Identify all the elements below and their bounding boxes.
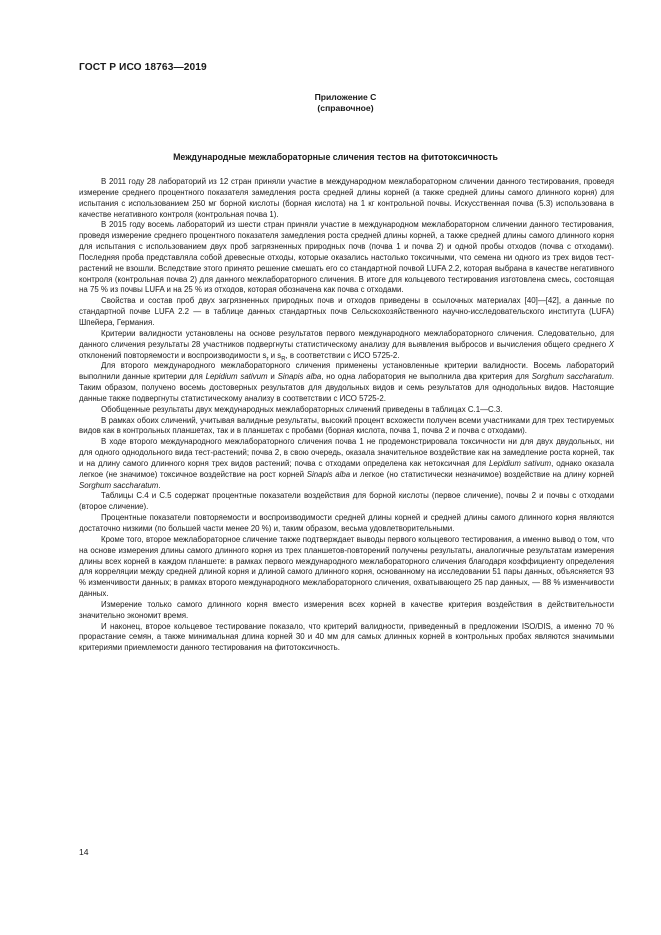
- text-segment: Измерение только самого длинного корня вместо измерения всех корней в качестве критерия воздействия в действительности значительно экономит время.: [79, 599, 614, 620]
- text-segment: И наконец, второе кольцевое тестирование показало, что критерий валидности, приведенный в предложении ISO/DIS, а именно 70 % прорастание семян, а также минимальная длина корней 30 и 40 мм для самых длинных корней в контрольных пробах являются значимыми критериями приемлемости данного тестирования на фитотоксичность.: [79, 621, 614, 653]
- italic-term: Lepidium sativum: [488, 458, 552, 468]
- paragraph: [79, 535, 614, 600]
- text-segment: В рамках обоих сличений, учитывая валидные результаты, высокий процент всхожести получен всеми участниками для трех тестируемых видов как в контрольных планшетах, так и в планшетах с пробами (борная кислота, почва 1, почва 2 и почва с отходами).: [79, 415, 614, 436]
- italic-term: Sorghum saccharatum: [79, 480, 159, 490]
- annex-label-block: [0, 92, 661, 114]
- italic-term: Sinapis alba: [306, 469, 351, 479]
- annex-subtitle: (справочное): [317, 103, 374, 113]
- text-segment: и s: [268, 350, 282, 360]
- text-segment: В 2015 году восемь лабораторий из шести стран приняли участие в международном межлабораторном сличении данного тестирования, проведя измерение среднего процентного показателя замедления роста средней длины корней, а также средней длины самого длинного корня для испытания с использованием двух проб загрязненных природных почв (почва 1 и почва 2) и одной пробы отходов (почва с отходами). Последняя проба представляла собой древесные отходы, которые оказались настолько токсичными, что семена ни одного из трех видов тест-растений не взошли. Вследствие этого принято решение смешать его со стандартной почвой LUFA 2.2, которая выбрана в качестве негативного контроля (контрольная почва 2) для данного межлабораторного сличения. В итоге для кольцевого тестирования изготовлена смесь, состоящая на 75 % из почвы LUFA и на 25 % из отходов, которая обозначена как почва с отходами.: [79, 220, 614, 295]
- text-segment: отклонений повторяемости и воспроизводимости s: [79, 350, 267, 360]
- italic-term: Sorghum saccharatum: [531, 372, 612, 382]
- text-segment: , но одна лаборатория не выполнила два критерия для: [321, 372, 532, 382]
- text-segment: В ходе второго международного межлабораторного сличения почва 1 не продемонстрировала токсичности ни для двух двудольных, ни для одного однодольного вида тест-растений; почва 2, в свою очередь, оказала значительное воздействие как на замедление роста корней, так и на длину самого длинного корня трех видов растений; почва с отходами определена как нетоксичная для: [79, 437, 614, 468]
- paragraph: [79, 600, 614, 622]
- text-segment: .: [158, 480, 161, 490]
- text-segment: , однако оказала легкое (не значимое) токсичное воздействие на рост корней: [79, 458, 614, 479]
- text-segment: и легкое (но статистически незначимое) воздействие на длину корней: [350, 469, 614, 479]
- text-segment: и: [267, 372, 278, 382]
- text-segment: Свойства и состав проб двух загрязненных природных почв и отходов приведены в ссылочных материалах [40]—[42], а данные по стандартной почве LUFA 2.2 — в таблице данных стандартных почв Сельскохозяйственного научно-исследовательского института (LUFA) Шпейера, Германия.: [79, 296, 614, 327]
- italic-term: Lepidium sativum: [205, 372, 268, 382]
- text-segment: Таблицы С.4 и С.5 содержат процентные показатели воздействия для борной кислоты (первое сличение), почвы 2 и почвы с отходами (второе сличение).: [79, 491, 614, 512]
- annex-heading: Международные межлабораторные сличения тестов на фитотоксичность: [173, 152, 498, 162]
- text-segment: Для второго международного межлабораторного сличения применены установленные критерии валидности. Восемь лабораторий выполнили данные критерии для: [79, 361, 614, 382]
- paragraph: [79, 361, 614, 404]
- paragraph: [79, 622, 614, 655]
- paragraph: [79, 405, 614, 416]
- subscript: r: [266, 356, 269, 363]
- paragraph: [79, 329, 614, 362]
- paragraph: [79, 220, 614, 296]
- annex-title: Приложение С: [314, 92, 377, 102]
- text-segment: Процентные показатели повторяемости и воспроизводимости средней длины корней и средней длины самого длинного корня являются достаточно низкими (по большей части менее 20 %) и, таким образом, весьма удовлетворительными.: [79, 513, 614, 533]
- italic-term: X: [608, 339, 614, 349]
- text-segment: Кроме того, второе межлабораторное сличение также подтверждает выводы первого кольцевого тестирования, а именно вывод о том, что на основе измерения длины самого длинного корня из трех планшетов-повторений получены результаты, аналогичные результатам измерения длины всех корней в каждом планшете: в рамках первого международного межлабораторного сличения благодаря коэффициенту определения для корреляции между средней длиной корня и длиной самого длинного корня, основанному на исследовании 51 пары данных, объясняется 93 % изменчивости данных; в рамках второго международного межлабораторного сличения, охватывающего 25 пар данных, — 88 % изменчивости данных.: [79, 534, 614, 599]
- paragraph: [79, 491, 614, 513]
- subscript: R: [281, 356, 286, 363]
- paragraph: [79, 513, 614, 535]
- text-segment: , в соответствии с ИСО 5725-2.: [285, 350, 400, 360]
- text-segment: В 2011 году 28 лабораторий из 12 стран приняли участие в международном межлабораторном сличении данного тестирования, проведя измерение среднего процентного показателя замедления роста средней длины корней (а также средней длины самого длинного корня) для испытания с использованием 250 мг борной кислоты (борная кислота) на 1 кг контрольной почвы. Искусственная почва (5.3) использована в качестве негативного контроля (контрольная почва 1).: [79, 177, 614, 219]
- paragraph: [79, 437, 614, 491]
- paragraph: [79, 416, 614, 438]
- paragraph: [79, 177, 614, 220]
- text-segment: Критерии валидности установлены на основе результатов первого международного межлабораторного сличения. Следовательно, для данного сличения результаты 28 участников подвергнуты статистическому анализу для выявления выбросов и вычисления общего среднего: [79, 328, 614, 349]
- page-number: 14: [79, 847, 89, 857]
- paragraph: [79, 296, 614, 329]
- text-segment: Обобщенные результаты двух международных межлабораторных сличений приведены в таблицах С.1—С.3.: [101, 404, 503, 414]
- body-text: [79, 177, 614, 654]
- standard-designation: ГОСТ Р ИСО 18763—2019: [79, 62, 207, 73]
- italic-term: Sinapis alba: [277, 372, 322, 382]
- text-segment: . Таким образом, получено восемь достоверных результатов для двудольных видов и семь результатов для однодольных видов. Настоящие данные также подвергнуты статистическому анализу в соответствии с ИСО 5725-2.: [79, 372, 614, 403]
